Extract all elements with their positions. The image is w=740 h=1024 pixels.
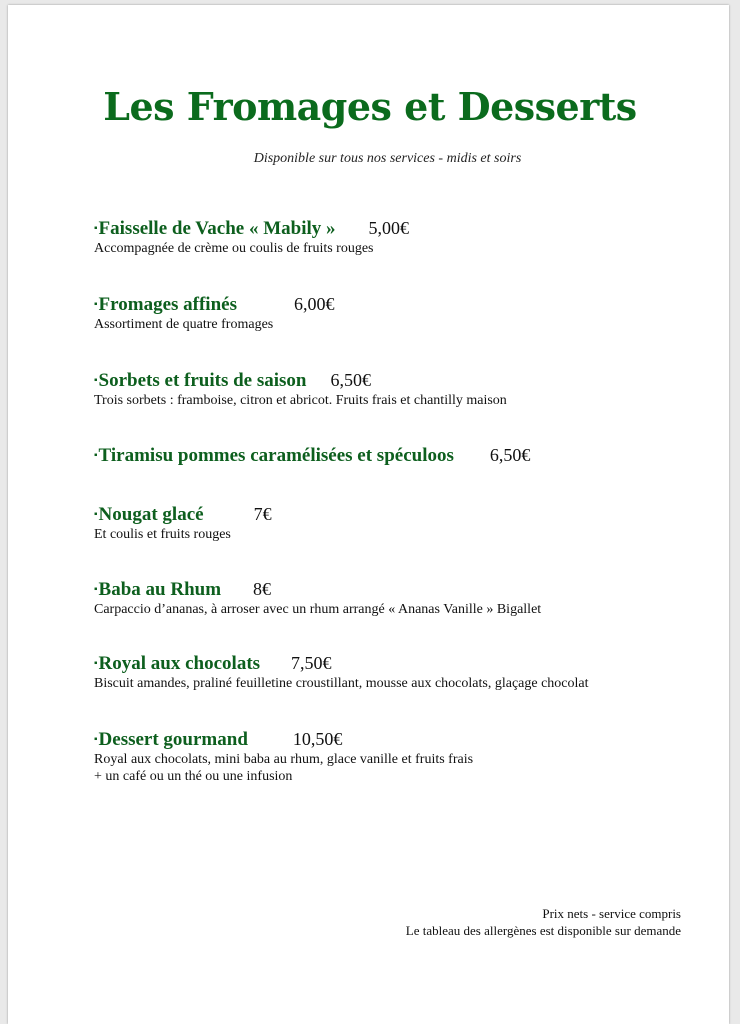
item-description-extra: + un café ou un thé ou une infusion	[94, 769, 293, 784]
item-name: Baba au Rhum	[98, 579, 222, 600]
bullet-icon: ▪	[94, 584, 98, 595]
footer-note	[406, 905, 681, 939]
item-description: Assortiment de quatre fromages	[94, 317, 274, 332]
item-name: Fromages affinés	[98, 294, 237, 315]
item-price: 5,00€	[368, 218, 410, 238]
item-description: Royal aux chocolats, mini baba au rhum, glace vanille et fruits frais	[94, 752, 474, 767]
item-name: Dessert gourmand	[98, 729, 248, 750]
menu-item	[94, 218, 409, 257]
menu-item	[94, 579, 541, 618]
item-name: Sorbets et fruits de saison	[98, 370, 307, 391]
menu-item	[94, 370, 507, 409]
item-price: 6,50€	[330, 370, 371, 390]
item-description: Accompagnée de crème ou coulis de fruits rouges	[94, 241, 374, 256]
item-description: Et coulis et fruits rouges	[94, 527, 231, 542]
item-price: 7€	[253, 504, 272, 524]
item-description: Biscuit amandes, praliné feuilletine croustillant, mousse aux chocolats, glaçage chocolat	[94, 676, 589, 691]
item-description: Trois sorbets : framboise, citron et abricot. Fruits frais et chantilly maison	[94, 393, 507, 408]
item-name: Royal aux chocolats	[98, 653, 261, 674]
bullet-icon: ▪	[94, 299, 98, 310]
menu-title: Les Fromages et Desserts	[103, 84, 637, 129]
bullet-icon: ▪	[94, 450, 98, 461]
menu-item	[94, 294, 334, 333]
item-description: Carpaccio d’ananas, à arroser avec un rhum arrangé « Ananas Vanille » Bigallet	[94, 602, 542, 617]
menu-item	[94, 504, 272, 543]
bullet-icon: ▪	[94, 375, 98, 386]
item-price: 10,50€	[292, 729, 343, 749]
bullet-icon: ▪	[94, 658, 98, 669]
bullet-icon: ▪	[94, 223, 98, 234]
footer-allergens-note: Le tableau des allergènes est disponible sur demande	[405, 923, 681, 938]
menu-subtitle: Disponible sur tous nos services - midis et soirs	[253, 151, 522, 166]
menu-item	[94, 445, 530, 467]
menu-item	[94, 729, 473, 785]
footer-prices-note: Prix nets - service compris	[542, 906, 681, 921]
item-price: 7,50€	[291, 653, 332, 673]
item-name: Tiramisu pommes caramélisées et spéculoos	[98, 445, 454, 466]
item-name: Nougat glacé	[98, 504, 204, 525]
bullet-icon: ▪	[94, 509, 98, 520]
menu-item	[94, 653, 589, 692]
item-price: 8€	[253, 579, 272, 599]
item-name: Faisselle de Vache « Mabily »	[98, 218, 336, 239]
bullet-icon: ▪	[94, 734, 98, 745]
item-price: 6,00€	[293, 294, 335, 314]
item-price: 6,50€	[489, 445, 531, 465]
